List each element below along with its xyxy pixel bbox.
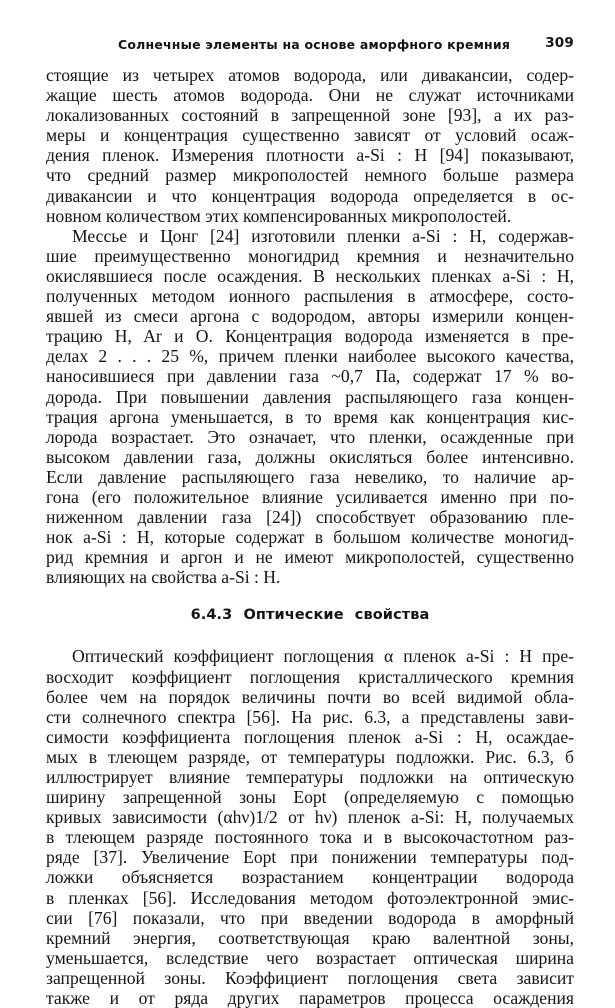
- text-line: ложки объясняется возрастанием концентрации водорода: [46, 867, 574, 888]
- text-line: более чем на порядок величины почти во всей видимой обла-: [46, 686, 574, 707]
- text-line: мых в тлеющем разряде, от температуры подложки. Рис. 6.3, б: [46, 746, 574, 767]
- text-line: трация аргона уменьшается, в то время как концентрация кис-: [46, 406, 574, 427]
- book-page: [46, 33, 574, 1008]
- text-line: сти солнечного спектра [56]. На рис. 6.3, a представлены зави-: [46, 706, 574, 727]
- text-line: высоком давлении газа, должны окисляться более интенсивно.: [46, 446, 574, 467]
- text-line: трацию H, Ar и O. Концентрация водорода изменяется в пре-: [46, 326, 574, 347]
- text-line: гона (его положительное влияние усиливается именно при по-: [46, 486, 574, 507]
- text-line: сии [76] показали, что при введении водорода в аморфный: [46, 907, 574, 928]
- text-line: что средний размер микрополостей немного больше размера: [46, 165, 574, 186]
- text-line: влияющих на свойства a-Si : H.: [46, 567, 281, 588]
- text-line: шие преимущественно моногидрид кремния и незначительно: [46, 245, 574, 266]
- text-line: наносившиеся при давлении газа ~0,7 Па, содержат 17 % во-: [46, 366, 574, 387]
- text-line: симости коэффициента поглощения пленок a-Si : H, осаждае-: [46, 726, 574, 747]
- text-line: новном количеством этих компенсированных микрополостей.: [46, 205, 512, 226]
- text-line: кремний энергия, соответствующая краю валентной зоны,: [46, 927, 574, 948]
- paragraph-1: [46, 65, 574, 226]
- running-title: Солнечные элементы на основе аморфного кремния: [118, 37, 511, 52]
- text-line: восходит коэффициент поглощения кристаллического кремния: [46, 666, 574, 687]
- running-header: [46, 33, 574, 59]
- text-line: иллюстрирует влияние температуры подложки на оптическую: [46, 767, 574, 787]
- text-line: ниженном давлении газа [24]) способствует образованию пле-: [46, 507, 574, 528]
- text-line: Если давление распыляющего газа невелико, то наличие ар-: [46, 466, 574, 487]
- text-line: явшей из смеси аргона с водородом, авторы измерили концен-: [46, 306, 574, 327]
- text-line: дорода. При повышении давления распыляющего газа концен-: [46, 386, 574, 407]
- text-line: ряде [37]. Увеличение Eopt при понижении температуры под-: [46, 847, 574, 868]
- text-line: уменьшается, вследствие чего возрастает оптическая ширина: [46, 947, 574, 968]
- paragraph-3: [46, 646, 574, 1008]
- text-line: запрещенной зоны. Коэффициент поглощения света зависит: [46, 967, 574, 988]
- text-line: полученных методом ионного распыления в атмосфере, состо-: [46, 286, 574, 307]
- page-number: 309: [545, 35, 574, 51]
- text-line: в пленках [56]. Исследования методом фотоэлектронной эмис-: [46, 887, 574, 908]
- section-heading: 6.4.3 Оптические свойства: [190, 607, 430, 624]
- text-line: дения пленок. Измерения плотности a-Si : H [94] показывают,: [46, 145, 574, 166]
- text-line: также и от ряда других параметров процесса осаждения: [46, 988, 574, 1008]
- text-line: Мессье и Цонг [24] изготовили пленки a-Si : H, содержав-: [72, 225, 574, 246]
- text-line: в тлеющем разряде постоянного тока и в высокочастотном раз-: [46, 827, 574, 848]
- text-line: окислявшиеся после осаждения. В нескольких пленках a-Si : H,: [46, 265, 574, 286]
- text-line: дивакансии и что концентрация водорода определяется в ос-: [46, 185, 574, 206]
- text-line: локализованных состояний в запрещенной зоне [93], а их раз-: [46, 105, 574, 126]
- text-line: меры и концентрация существенно зависят от условий осаж-: [46, 125, 574, 146]
- text-line: делах 2 . . . 25 %, причем пленки наиболее высокого качества,: [46, 346, 574, 367]
- paragraph-2: [46, 226, 574, 588]
- text-line: кривых зависимости (αhν)1/2 от hν) пленок a-Si: H, получаемых: [46, 807, 574, 828]
- text-line: стоящие из четырех атомов водорода, или дивакансии, содер-: [46, 65, 574, 85]
- text-line: ширину запрещенной зоны Eopt (определяемую с помощью: [46, 787, 574, 808]
- text-line: рид кремния и аргон и не имеют микрополостей, существенно: [46, 547, 574, 568]
- text-line: Оптический коэффициент поглощения α пленок a-Si : H пре-: [72, 646, 574, 667]
- text-line: нок a-Si : H, которые содержат в большом количестве моногид-: [46, 527, 574, 548]
- text-line: лорода возрастает. Это означает, что пленки, осажденные при: [46, 426, 574, 447]
- text-line: жащие шесть атомов водорода. Они не служат источниками: [46, 85, 574, 106]
